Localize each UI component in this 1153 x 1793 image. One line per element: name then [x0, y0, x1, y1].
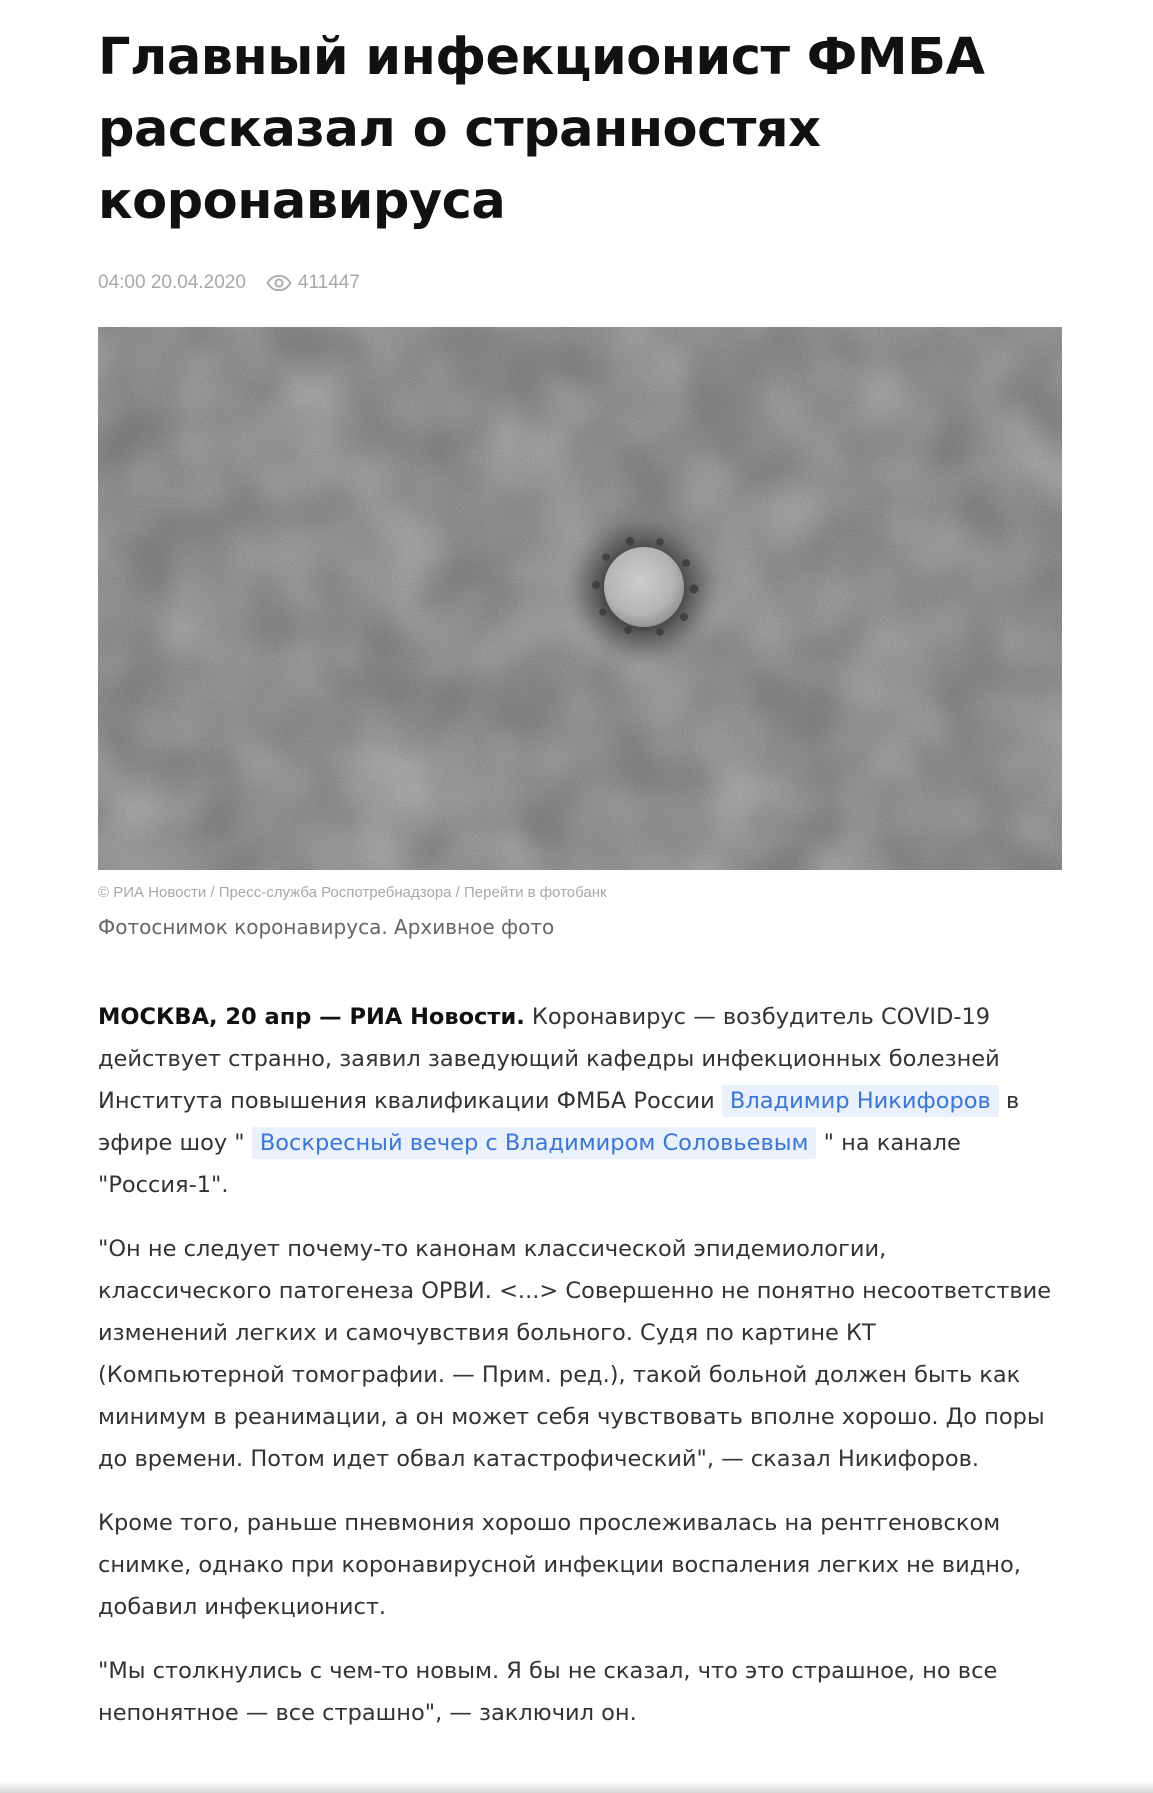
article-views: [266, 272, 360, 294]
paragraph-1-text-b: в эфире шоу ": [98, 1088, 1020, 1156]
article-meta: [98, 268, 1062, 298]
photo-caption: Фотоснимок коронавируса. Архивное фото: [98, 915, 555, 939]
article-datetime: 04:00 20.04.2020: [98, 272, 246, 293]
paragraph-3: Кроме того, раньше пневмония хорошо прослеживалась на рентгеновском снимке, однако при коронавирусной инфекции воспаления легких не видно, добавил инфекционист.: [98, 1510, 1021, 1620]
photo-credit[interactable]: © РИА Новости / Пресс-служба Роспотребнадзора / Перейти в фотобанк: [98, 884, 607, 901]
link-vladimir-nikiforov[interactable]: Владимир Никифоров: [722, 1085, 999, 1117]
paragraph-4: "Мы столкнулись с чем-то новым. Я бы не сказал, что это страшное, но все непонятное — все страшно", — заключил он.: [98, 1658, 998, 1726]
article: [98, 0, 1062, 1726]
coronavirus-micrograph-image: [98, 327, 1062, 870]
paragraph-2: "Он не следует почему-то канонам классической эпидемиологии, классического патогенеза ОРВИ. <...> Совершенно не понятно несоответствие изменений легких и самочувствия больного. Судя по картине КТ (Компьютерной томографии. — Прим. ред.), такой больной должен быть как минимум в реанимации, а он может себя чувствовать вполне хорошо. До поры до времени. Потом идет обвал катастрофический", — сказал Никифоров.: [98, 1236, 1052, 1472]
link-sunday-evening-show[interactable]: Воскресный вечер с Владимиром Соловьевым: [252, 1127, 817, 1159]
lead-dateline: МОСКВА, 20 апр — РИА Новости.: [98, 1004, 525, 1030]
views-count: 411447: [297, 272, 360, 293]
paragraph-1: [98, 996, 1062, 1206]
article-title: Главный инфекционист ФМБА рассказал о странностях коронавируса: [98, 28, 985, 231]
paragraph-1-text-c: " на канале "Россия-1".: [98, 1130, 961, 1198]
article-body: [98, 996, 1062, 1756]
article-photo[interactable]: [98, 327, 1062, 870]
eye-icon: [266, 275, 292, 291]
paragraph-1-text-a: Коронавирус — возбудитель COVID-19 действует странно, заявил заведующий кафедры инфекционных болезней Института повышения квалификации ФМБА России: [98, 1004, 1000, 1114]
bottom-fade: [0, 1781, 1153, 1793]
